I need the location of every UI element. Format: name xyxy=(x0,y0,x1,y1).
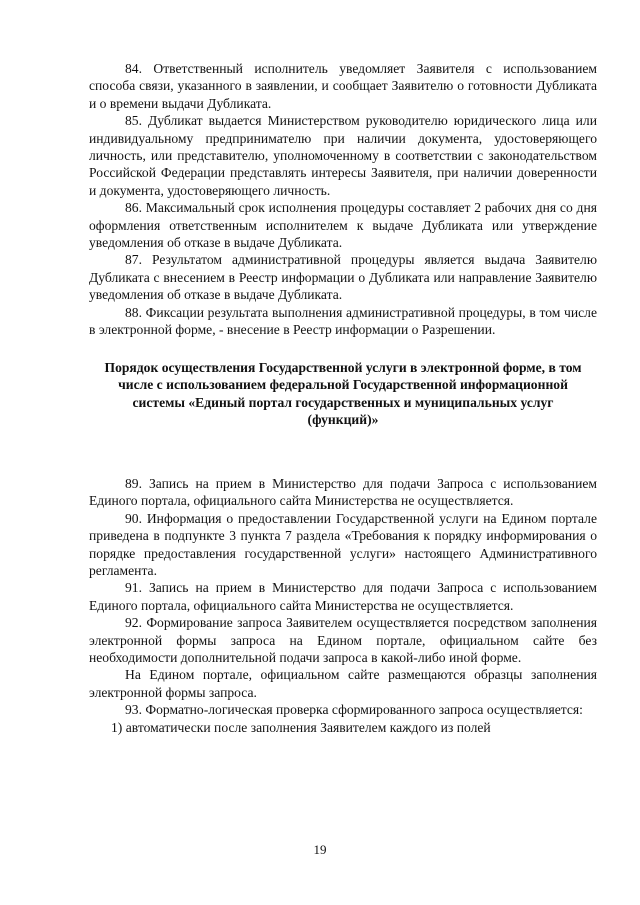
page-content xyxy=(89,60,597,736)
section-heading: Порядок осуществления Государственной услуги в электронной форме, в том числе с использованием федеральной Государственной информационной системы «Единый портал государственных и муниципальных услуг (функций)» xyxy=(104,359,582,428)
paragraph-92-samples: На Едином портале, официальном сайте размещаются образцы заполнения электронной формы запроса. xyxy=(89,667,597,700)
paragraph-89: 89. Запись на прием в Министерство для подачи Запроса с использованием Единого портала, официального сайта Министерства не осуществляется. xyxy=(89,475,597,509)
paragraph-90: 90. Информация о предоставлении Государственной услуги на Едином портале приведена в подпункте 3 пункта 7 раздела «Требования к порядку информирования о порядке предоставления государственной услуги» настоящего Административного регламента. xyxy=(89,510,597,578)
page-number: 19 xyxy=(313,842,327,857)
paragraph-91: 91. Запись на прием в Министерство для подачи Запроса с использованием Единого портала, официального сайта Министерства не осуществляется. xyxy=(89,580,597,613)
paragraph-84: 84. Ответственный исполнитель уведомляет Заявителя с использованием способа связи, указанного в заявлении, и сообщает Заявителю о готовности Дубликата и о времени выдачи Дубликата. xyxy=(89,61,597,111)
paragraph-92: 92. Формирование запроса Заявителем осуществляется посредством заполнения электронной формы запроса на Едином портале, официальном сайте без необходимости дополнительной подачи запроса в какой-либо иной форме. xyxy=(89,615,597,665)
paragraph-93: 93. Форматно-логическая проверка сформированного запроса осуществляется: xyxy=(125,702,583,718)
paragraph-85: 85. Дубликат выдается Министерством руководителю юридического лица или индивидуальному предпринимателю при наличии документа, удостоверяющего личность, или представителю, уполномоченному в соответствии с законодательством Российской Федерации представлять интересы Заявителя, при наличии доверенности и документа, удостоверяющего личность. xyxy=(89,113,597,198)
paragraph-87: 87. Результатом административной процедуры является выдача Заявителю Дубликата с внесением в Реестр информации о Дубликата или направление Заявителю уведомления об отказе в выдаче Дубликата. xyxy=(89,252,597,303)
paragraph-88: 88. Фиксации результата выполнения административной процедуры, в том числе в электронной форме, - внесение в Реестр информации о Разрешении. xyxy=(89,304,597,338)
paragraph-93-item-1: 1) автоматически после заполнения Заявителем каждого из полей xyxy=(111,719,491,735)
paragraph-86: 86. Максимальный срок исполнения процедуры составляет 2 рабочих дня со дня оформления ответственным исполнителем к выдаче Дубликата или утверждение уведомления об отказе в выдаче Дубликата. xyxy=(89,200,597,251)
